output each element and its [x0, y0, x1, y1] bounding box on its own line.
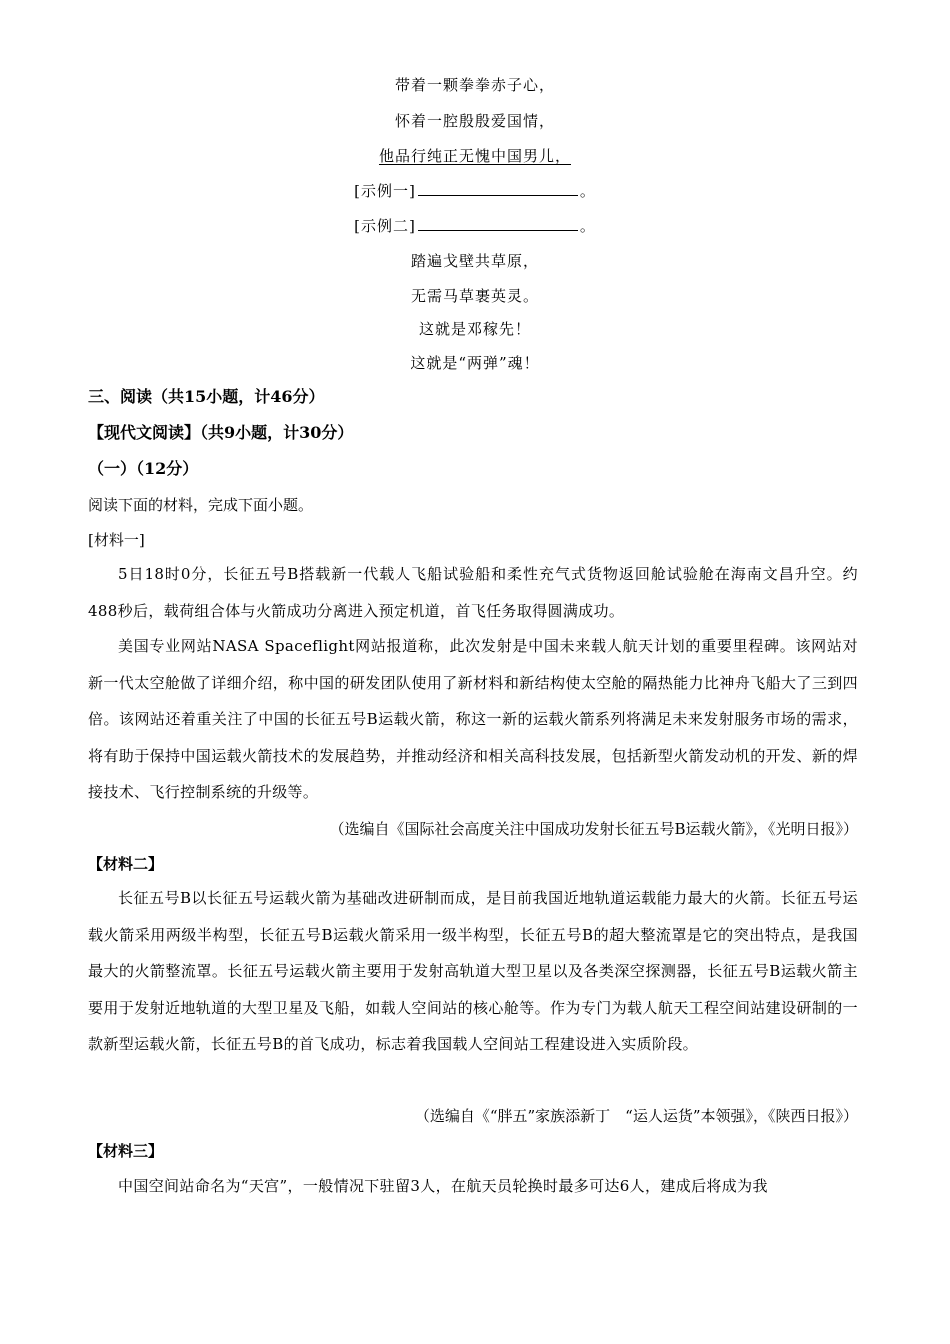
poem-line-6: 这就是邓稼先！: [418, 320, 531, 338]
example-2-blank: [0, 216, 950, 236]
material-2-source: （选编自《“胖五”家族添新丁 “运人运货”本领强》，《陕西日报》）: [414, 1107, 858, 1125]
material-3-label: 【材料三】: [88, 1142, 164, 1160]
material-1-label: [材料一]: [88, 531, 145, 549]
poem-line-1: 带着一颗拳拳赤子心，: [394, 76, 555, 94]
example-1-blank: [0, 181, 950, 201]
answer-blank-2[interactable]: [418, 216, 578, 231]
example-2-label: [示例二]: [354, 217, 416, 235]
poem-line-2: 怀着一腔殷殷爱国情，: [394, 112, 555, 130]
poem-line-3: [0, 146, 950, 166]
poem-line-3-text: 他品行纯正无愧中国男儿，: [378, 147, 571, 165]
material-1-paragraph-1: 5日18时0分，长征五号B搭载新一代载人飞船试验船和柔性充气式货物返回舱试验舱在海南文昌升空。约488秒后，载荷组合体与火箭成功分离进入预定机道，首飞任务取得圆满成功。: [88, 565, 858, 620]
poem-line-7: 这就是“两弹”魂！: [410, 354, 540, 372]
example-1-label: [示例一]: [354, 182, 416, 200]
section-title: 三、阅读（共15小题，计46分）: [88, 387, 325, 406]
material-2-label: 【材料二】: [88, 855, 164, 873]
example-1-end: 。: [579, 182, 596, 200]
part-label: （一）（12分）: [88, 459, 199, 478]
material-1-paragraph-2: 美国专业网站NASA Spaceflight网站报道称，此次发射是中国未来载人航天计划的重要里程碑。该网站对新一代太空舱做了详细介绍，称中国的研发团队使用了新材料和新结构使太空舱的隔热能力比神舟飞船大了三到四倍。该网站还着重关注了中国的长征五号B运载火箭，称这一新的运载火箭系列将满足未来发射服务市场的需求，将有助于保持中国运载火箭技术的发展趋势，并推动经济和相关高科技发展，包括新型火箭发动机的开发、新的焊接技术、飞行控制系统的升级等。: [88, 637, 858, 801]
material-3-paragraph-1: 中国空间站命名为“天宫”，一般情况下驻留3人，在航天员轮换时最多可达6人，建成后将成为我: [118, 1177, 768, 1195]
material-2-paragraph-1: 长征五号B以长征五号运载火箭为基础改进研制而成，是目前我国近地轨道运载能力最大的火箭。长征五号运载火箭采用两级半构型，长征五号B运载火箭采用一级半构型，长征五号B的超大整流罩是它的突出特点，是我国最大的火箭整流罩。长征五号运载火箭主要用于发射高轨道大型卫星以及各类深空探测器，长征五号B运载火箭主要用于发射近地轨道的大型卫星及飞船，如载人空间站的核心舱等。作为专门为载人航天工程空间站建设研制的一款新型运载火箭，长征五号B的首飞成功，标志着我国载人空间站工程建设进入实质阶段。: [88, 889, 858, 1053]
material-1-source: （选编自《国际社会高度关注中国成功发射长征五号B运载火箭》，《光明日报》）: [329, 820, 858, 838]
example-2-end: 。: [579, 217, 596, 235]
poem-line-5: 无需马草裹英灵。: [410, 287, 539, 305]
poem-line-4: 踏遍戈壁共草原，: [410, 252, 539, 270]
answer-blank-1[interactable]: [418, 181, 578, 196]
section-subtitle: 【现代文阅读】（共9小题，计30分）: [88, 423, 354, 442]
instruction: 阅读下面的材料，完成下面小题。: [88, 496, 314, 514]
